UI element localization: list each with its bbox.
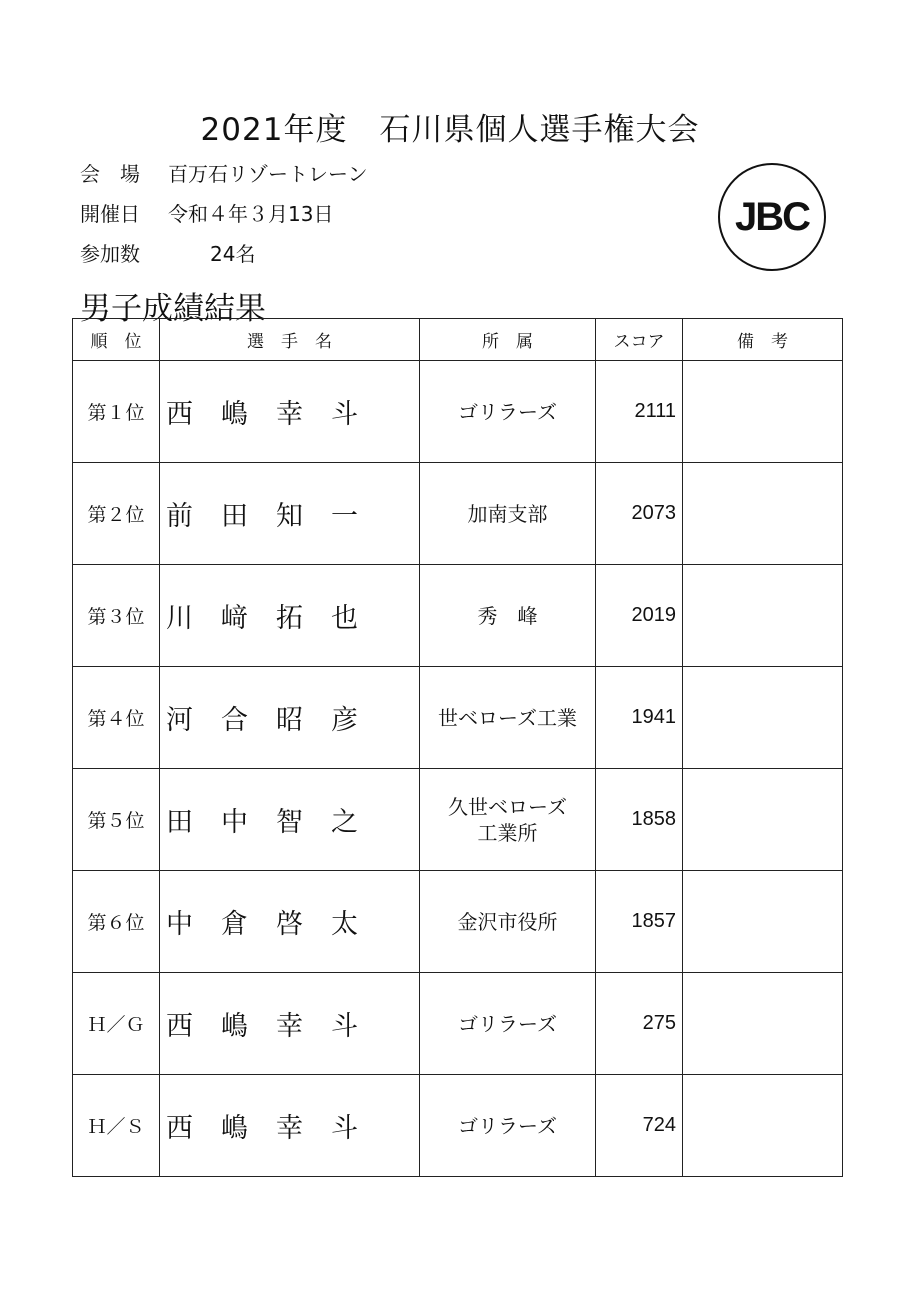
score-cell: 2073	[596, 463, 683, 565]
notes-cell	[683, 565, 843, 667]
results-body	[73, 361, 843, 1177]
table-row	[73, 1075, 843, 1177]
player-name-cell: 西嶋幸斗	[160, 361, 420, 463]
table-row	[73, 667, 843, 769]
participants-line	[80, 238, 255, 267]
header-notes: 備 考	[683, 319, 843, 361]
table-row	[73, 973, 843, 1075]
table-row	[73, 565, 843, 667]
section-title: 男子成績結果	[80, 291, 266, 327]
date-label: 開催日	[80, 202, 140, 226]
affiliation-line: 久世ベローズ	[448, 794, 567, 819]
affiliation-line: ゴリラーズ	[458, 1113, 557, 1138]
date-value: 令和４年３月13日	[168, 202, 334, 226]
results-table	[72, 318, 843, 1177]
affiliation-cell	[420, 361, 596, 463]
affiliation-cell	[420, 1075, 596, 1177]
affiliation-cell	[420, 871, 596, 973]
score-cell: 1858	[596, 769, 683, 871]
player-name-cell: 河合昭彦	[160, 667, 420, 769]
score-cell: 724	[596, 1075, 683, 1177]
affiliation-line: 世ベローズ工業	[438, 705, 577, 730]
affiliation-cell	[420, 565, 596, 667]
player-name-cell: 西嶋幸斗	[160, 1075, 420, 1177]
notes-cell	[683, 871, 843, 973]
affiliation-cell	[420, 769, 596, 871]
rank-cell: 第５位	[73, 769, 160, 871]
rank-cell: 第４位	[73, 667, 160, 769]
notes-cell	[683, 361, 843, 463]
affiliation-line: 工業所	[477, 820, 538, 845]
notes-cell	[683, 1075, 843, 1177]
notes-cell	[683, 973, 843, 1075]
affiliation-line: 秀 峰	[477, 603, 538, 628]
player-name-cell: 田中智之	[160, 769, 420, 871]
notes-cell	[683, 769, 843, 871]
header-rank: 順 位	[73, 319, 160, 361]
affiliation-line: ゴリラーズ	[458, 1011, 557, 1036]
player-name-cell: 川﨑拓也	[160, 565, 420, 667]
participants-value: 24名	[210, 242, 256, 266]
header-score: スコア	[596, 319, 683, 361]
table-row	[73, 463, 843, 565]
score-cell: 1857	[596, 871, 683, 973]
rank-cell: 第３位	[73, 565, 160, 667]
affiliation-line: ゴリラーズ	[458, 399, 557, 424]
venue-label: 会 場	[80, 162, 140, 186]
affiliation-cell	[420, 667, 596, 769]
notes-cell	[683, 463, 843, 565]
score-cell: 1941	[596, 667, 683, 769]
player-name-cell: 前田知一	[160, 463, 420, 565]
affiliation-line: 金沢市役所	[457, 909, 558, 934]
player-name-cell: 中倉啓太	[160, 871, 420, 973]
header-name: 選 手 名	[160, 319, 420, 361]
rank-cell: 第１位	[73, 361, 160, 463]
rank-cell: 第６位	[73, 871, 160, 973]
document-title: 2021年度 石川県個人選手権大会	[200, 112, 700, 148]
table-row	[73, 871, 843, 973]
table-row	[73, 769, 843, 871]
participants-label: 参加数	[80, 242, 140, 266]
score-cell: 2111	[596, 361, 683, 463]
rank-cell: Ｈ／Ｇ	[73, 973, 160, 1075]
affiliation-cell	[420, 973, 596, 1075]
player-name-cell: 西嶋幸斗	[160, 973, 420, 1075]
venue-value: 百万石リゾートレーン	[168, 162, 368, 186]
date-line	[80, 198, 333, 227]
venue-line	[80, 158, 368, 187]
notes-cell	[683, 667, 843, 769]
table-row	[73, 361, 843, 463]
rank-cell: Ｈ／Ｓ	[73, 1075, 160, 1177]
affiliation-cell	[420, 463, 596, 565]
jbc-logo: JBC	[718, 163, 826, 271]
rank-cell: 第２位	[73, 463, 160, 565]
score-cell: 275	[596, 973, 683, 1075]
affiliation-line: 加南支部	[467, 501, 548, 526]
header-affiliation: 所 属	[420, 319, 596, 361]
score-cell: 2019	[596, 565, 683, 667]
header-row	[73, 319, 843, 361]
